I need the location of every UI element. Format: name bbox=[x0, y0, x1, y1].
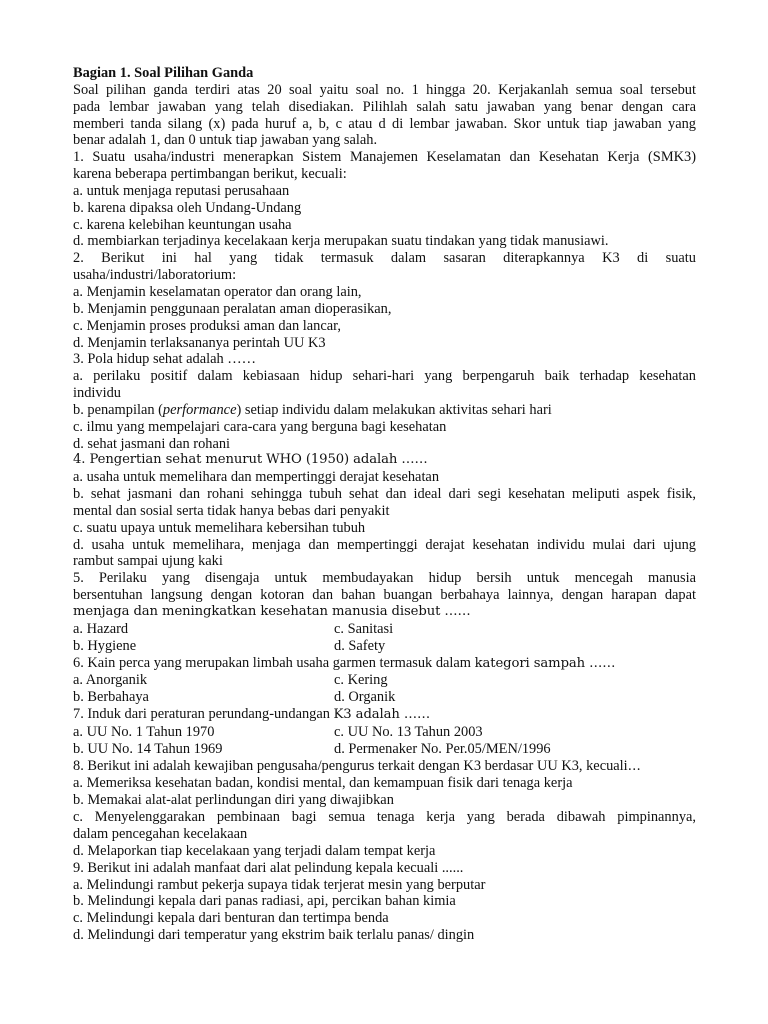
question-6 bbox=[73, 655, 696, 707]
option-b: b. karena dipaksa oleh Undang-Undang bbox=[73, 199, 302, 216]
option-d: d. Safety bbox=[334, 637, 386, 654]
option-c: c. Kering bbox=[334, 672, 388, 689]
option-a: a. Melindungi rambut pekerja supaya tidak terjerat mesin yang berputar bbox=[73, 876, 486, 893]
question-7 bbox=[73, 706, 696, 758]
question-9 bbox=[73, 860, 696, 944]
options-row bbox=[73, 672, 696, 689]
options-row bbox=[73, 741, 696, 758]
question-stem-text: 7. Induk dari peraturan perundang-undangan bbox=[73, 706, 334, 723]
question-1 bbox=[73, 149, 696, 250]
option-a: a. Hazard bbox=[73, 620, 129, 637]
option-b-text: b. penampilan ( bbox=[73, 401, 163, 418]
question-stem bbox=[73, 758, 696, 776]
option-b: b. Melindungi kepala dari panas radiasi, api, percikan bahan kimia bbox=[73, 893, 456, 910]
option-a-line: individu bbox=[73, 385, 121, 402]
option-d: d. Organik bbox=[334, 689, 396, 706]
option-c: c. Melindungi kepala dari benturan dan tertimpa benda bbox=[73, 910, 389, 927]
option-a: a. UU No. 1 Tahun 1970 bbox=[73, 723, 215, 740]
option-b: b. UU No. 14 Tahun 1969 bbox=[73, 740, 223, 757]
question-stem bbox=[73, 706, 696, 724]
instructions-line: benar adalah 1, dan 0 untuk tiap jawaban yang salah. bbox=[73, 132, 378, 149]
question-stem-text: … bbox=[627, 758, 641, 774]
option-a: a. untuk menjaga reputasi perusahaan bbox=[73, 182, 290, 199]
question-stem: 9. Berikut ini adalah manfaat dari alat pelindung kepala kecuali ...... bbox=[73, 859, 464, 876]
option-c-line: c. Menyelenggarakan pembinaan bagi semua tenaga kerja yang berada dibawah pimpinannya, bbox=[73, 809, 696, 826]
question-stem bbox=[73, 655, 696, 673]
option-a-line: a. perilaku positif dalam kebiasaan hidup sehari-hari yang berpengaruh baik terhadap kesehatan bbox=[73, 368, 696, 385]
option-c: c. Menjamin proses produksi aman dan lancar, bbox=[73, 317, 341, 334]
instructions-line: pada lembar jawaban yang telah disediakan. Pilihlah salah satu jawaban yang benar dengan cara bbox=[73, 98, 696, 115]
question-stem-line: menjaga dan meningkatkan kesehatan manusia disebut …… bbox=[73, 604, 471, 619]
question-stem-text: kategori sampah …… bbox=[474, 655, 616, 671]
question-stem-text: 6. Kain perca yang merupakan limbah usaha garmen termasuk dalam bbox=[73, 654, 475, 671]
option-d: d. membiarkan terjadinya kecelakaan kerja merupakan suatu tindakan yang tidak manusiawi. bbox=[73, 233, 609, 250]
option-a: a. Memeriksa kesehatan badan, kondisi mental, dan kemampuan fisik dari tenaga kerja bbox=[73, 775, 573, 792]
option-c: c. UU No. 13 Tahun 2003 bbox=[334, 723, 483, 740]
option-b-text: ) setiap individu dalam melakukan aktivitas sehari hari bbox=[236, 401, 552, 418]
option-d-line: rambut sampai ujung kaki bbox=[73, 553, 223, 570]
instructions-line: Soal pilihan ganda terdiri atas 20 soal yaitu soal no. 1 hingga 20. Kerjakanlah semua soal tersebut bbox=[73, 81, 696, 98]
option-b: b. Berbahaya bbox=[73, 689, 149, 706]
question-5 bbox=[73, 570, 696, 654]
question-stem: 3. Pola hidup sehat adalah …… bbox=[73, 351, 257, 368]
question-stem-line: 2. Berikut ini hal yang tidak termasuk dalam sasaran diterapkannya K3 di suatu bbox=[73, 250, 696, 267]
option-d: d. Melaporkan tiap kecelakaan yang terjadi dalam tempat kerja bbox=[73, 842, 436, 859]
option-d: d. Permenaker No. Per.05/MEN/1996 bbox=[334, 740, 551, 757]
question-stem-line: 1. Suatu usaha/industri menerapkan Sistem Manajemen Keselamatan dan Kesehatan Kerja (SMK3) bbox=[73, 149, 696, 166]
instructions-paragraph bbox=[73, 82, 696, 149]
question-stem-line: bersentuhan langsung dengan kotoran dan bahan buangan berbahaya lainnya, dengan harapan dapat bbox=[73, 587, 696, 604]
option-c: c. Sanitasi bbox=[334, 620, 394, 637]
question-stem-text: 8. Berikut ini adalah kewajiban pengusaha/pengurus terkait dengan K3 berdasar UU K3, kecuali bbox=[73, 757, 628, 774]
option-b-italic-term: performance bbox=[162, 401, 237, 418]
option-a: a. Menjamin keselamatan operator dan orang lain, bbox=[73, 283, 362, 300]
question-stem-line: usaha/industri/laboratorium: bbox=[73, 267, 237, 284]
option-a: a. usaha untuk memelihara dan mempertinggi derajat kesehatan bbox=[73, 469, 440, 486]
question-stem: 4. Pengertian sehat menurut WHO (1950) adalah …… bbox=[73, 452, 428, 468]
options-row bbox=[73, 621, 696, 638]
option-c: c. ilmu yang mempelajari cara-cara yang berguna bagi kesehatan bbox=[73, 418, 447, 435]
instructions-line: memberi tanda silang (x) pada huruf a, b, c atau d di lembar jawaban. Skor untuk tiap jawaban yang bbox=[73, 115, 696, 132]
option-b-line: b. sehat jasmani dan rohani sehingga tubuh sehat dan ideal dari segi kesehatan meliputi aspek fisik, bbox=[73, 486, 696, 503]
option-c: c. suatu upaya untuk memelihara kebersihan tubuh bbox=[73, 519, 366, 536]
question-8 bbox=[73, 758, 696, 860]
option-d: d. sehat jasmani dan rohani bbox=[73, 435, 231, 452]
option-b-line: mental dan sosial serta tidak hanya bebas dari penyakit bbox=[73, 502, 390, 519]
question-4 bbox=[73, 452, 696, 570]
question-3 bbox=[73, 351, 696, 452]
option-d: d. Melindungi dari temperatur yang ekstrim baik terlalu panas/ dingin bbox=[73, 927, 475, 944]
option-b: b. Memakai alat-alat perlindungan diri yang diwajibkan bbox=[73, 792, 394, 809]
section-heading: Bagian 1. Soal Pilihan Ganda bbox=[73, 65, 254, 81]
option-c-line: dalam pencegahan kecelakaan bbox=[73, 825, 248, 842]
document-page bbox=[73, 65, 696, 944]
question-stem-line: 5. Perilaku yang disengaja untuk membudayakan hidup bersih untuk mencegah manusia bbox=[73, 570, 696, 587]
option-b bbox=[73, 402, 696, 419]
option-b: b. Menjamin penggunaan peralatan aman dioperasikan, bbox=[73, 300, 392, 317]
option-d: d. Menjamin terlaksananya perintah UU K3 bbox=[73, 334, 326, 351]
options-row bbox=[73, 689, 696, 706]
question-2 bbox=[73, 250, 696, 351]
question-stem-text: K3 adalah …… bbox=[333, 707, 431, 723]
option-c: c. karena kelebihan keuntungan usaha bbox=[73, 216, 292, 233]
options-row bbox=[73, 638, 696, 655]
option-a: a. Anorganik bbox=[73, 672, 148, 689]
question-stem-line: karena beberapa pertimbangan berikut, kecuali: bbox=[73, 166, 347, 183]
option-d-line: d. usaha untuk memelihara, menjaga dan mempertinggi derajat kesehatan individu mulai dari ujung bbox=[73, 536, 696, 553]
options-row bbox=[73, 724, 696, 741]
option-b: b. Hygiene bbox=[73, 637, 137, 654]
